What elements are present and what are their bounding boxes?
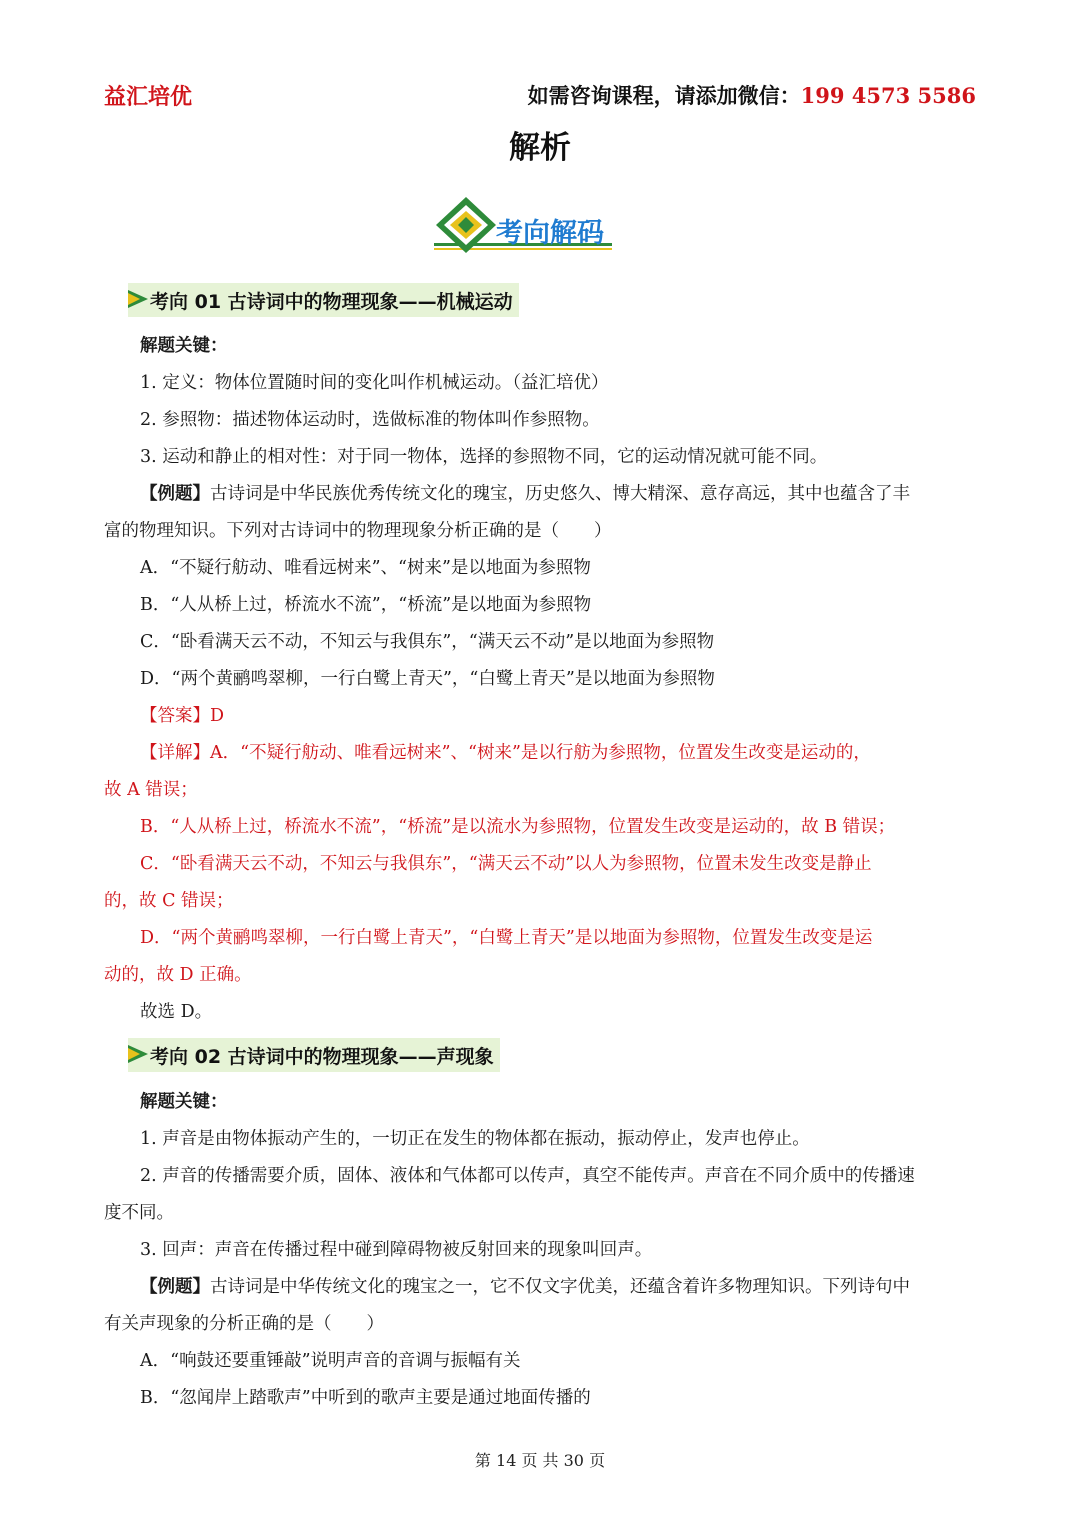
option-c: C．“卧看满天云不动，不知云与我俱东”，“满天云不动”是以地面为参照物 [140,632,715,652]
key-point: 1. 声音是由物体振动产生的，一切正在发生的物体都在振动，振动停止，发声也停止。 [140,1129,810,1149]
example-line: 富的物理知识。下列对古诗词中的物理现象分析正确的是（ ） [104,521,612,541]
detail-line: 的，故 C 错误； [104,891,234,911]
arrow-marker-icon [128,290,148,308]
section-heading-01 [128,283,519,317]
example-line: 有关声现象的分析正确的是（ ） [104,1314,384,1334]
key-point: 2. 参照物：描述物体运动时，选做标准的物体叫作参照物。 [140,410,600,430]
banner-title: 考向解码 [496,218,604,249]
arrow-marker-icon [128,1045,148,1063]
section-banner [430,195,616,255]
page-title: 解析 [509,130,571,166]
brand-name: 益汇培优 [104,84,193,110]
contact-info [528,80,976,110]
page-number: 第 14 页 共 30 页 [474,1451,606,1470]
wechat-number: 199 4573 5586 [800,83,976,108]
answer-tag: 【答案】 [140,706,210,726]
key-point: 1. 定义：物体位置随时间的变化叫作机械运动。（益汇培优） [140,373,609,393]
detail-text: A．“不疑行舫动、唯看远树来”、“树来”是以行舫为参照物，位置发生改变是运动的， [210,743,871,763]
detail-tag: 【详解】 [140,743,210,763]
conclusion: 故选 D。 [140,1002,213,1022]
section-heading-02 [128,1038,500,1072]
option-d: D．“两个黄鹂鸣翠柳，一行白鹭上青天”，“白鹭上青天”是以地面为参照物 [140,669,715,689]
key-point: 3. 回声：声音在传播过程中碰到障碍物被反射回来的现象叫回声。 [140,1240,653,1260]
key-label: 解题关键： [140,336,228,356]
section-heading-text: 考向 02 古诗词中的物理现象——声现象 [150,1045,494,1068]
example-text: 古诗词是中华民族优秀传统文化的瑰宝，历史悠久、博大精深、意存高远，其中也蕴含了丰 [210,484,910,504]
answer-line [140,703,978,729]
example-text: 古诗词是中华传统文化的瑰宝之一，它不仅文字优美，还蕴含着许多物理知识。下列诗句中 [210,1277,910,1297]
detail-line [140,740,978,766]
detail-line: 故 A 错误； [104,780,198,800]
detail-line: 动的，故 D 正确。 [104,965,252,985]
answer-value: D [210,706,225,726]
example-tag: 【例题】 [140,1277,210,1297]
contact-prefix: 如需咨询课程，请添加微信： [527,83,801,108]
option-a: A．“响鼓还要重锤敲”说明声音的音调与振幅有关 [140,1351,521,1371]
section-heading-text: 考向 01 古诗词中的物理现象——机械运动 [150,290,513,313]
key-point: 度不同。 [104,1203,174,1223]
detail-line: C．“卧看满天云不动，不知云与我俱东”，“满天云不动”以人为参照物，位置未发生改变是静止 [140,854,872,874]
example-tag: 【例题】 [140,484,210,504]
example-line [140,481,978,507]
key-point: 2. 声音的传播需要介质，固体、液体和气体都可以传声，真空不能传声。声音在不同介质中的传播速 [140,1166,915,1186]
example-line [140,1274,978,1300]
detail-line: D．“两个黄鹂鸣翠柳，一行白鹭上青天”，“白鹭上青天”是以地面为参照物，位置发生改变是运 [140,928,873,948]
option-b: B．“忽闻岸上踏歌声”中听到的歌声主要是通过地面传播的 [140,1388,591,1408]
key-label: 解题关键： [140,1092,228,1112]
key-point: 3. 运动和静止的相对性：对于同一物体，选择的参照物不同，它的运动情况就可能不同。 [140,447,828,467]
detail-line: B．“人从桥上过，桥流水不流”，“桥流”是以流水为参照物，位置发生改变是运动的，故 B 错误； [140,817,896,837]
option-b: B．“人从桥上过，桥流水不流”，“桥流”是以地面为参照物 [140,595,592,615]
option-a: A．“不疑行舫动、唯看远树来”、“树来”是以地面为参照物 [140,558,591,578]
